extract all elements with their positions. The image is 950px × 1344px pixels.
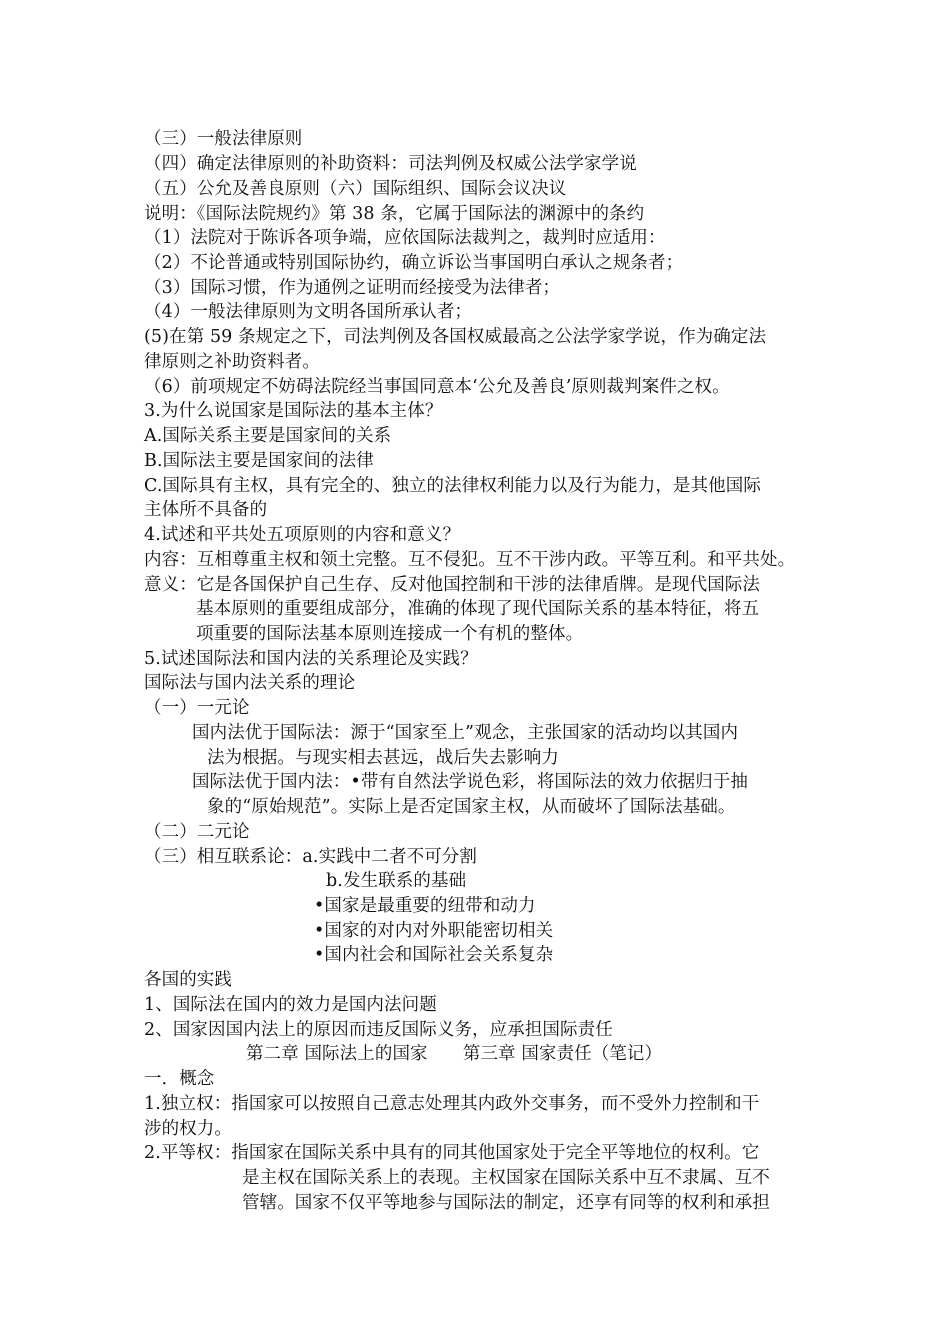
text-line: 国际法优于国内法：•带有自然法学说色彩，将国际法的效力依据归于抽	[192, 772, 749, 792]
text-line: 管辖。国家不仅平等地参与国际法的制定，还享有同等的权利和承担	[242, 1193, 770, 1213]
text-line: 各国的实践	[144, 970, 232, 990]
text-line: （1）法院对于陈诉各项争端，应依国际法裁判之，裁判时应适用：	[144, 228, 666, 248]
text-line: A.国际关系主要是国家间的关系	[144, 426, 392, 446]
text-line: （三）相互联系论：a.实践中二者不可分割	[144, 847, 477, 867]
text-line: 1、国际法在国内的效力是国内法问题	[144, 995, 437, 1015]
text-line: 律原则之补助资料者。	[144, 352, 320, 372]
text-line: (5)在第 59 条规定之下，司法判例及各国权威最高之公法学家学说，作为确定法	[144, 327, 767, 347]
text-line: 项重要的国际法基本原则连接成一个有机的整体。	[196, 624, 584, 644]
text-line: C.国际具有主权，具有完全的、独立的法律权利能力以及行为能力，是其他国际	[144, 476, 761, 496]
text-line: 是主权在国际关系上的表现。主权国家在国际关系中互不隶属、互不	[242, 1168, 770, 1188]
text-line: 象的“原始规范”。实际上是否定国家主权，从而破坏了国际法基础。	[207, 797, 736, 817]
text-line: （2）不论普通或特别国际协约，确立诉讼当事国明白承认之规条者；	[144, 253, 684, 273]
text-line: •国家的对内对外职能密切相关	[314, 921, 554, 941]
text-line: •国内社会和国际社会关系复杂	[314, 945, 554, 965]
text-line: 第二章 国际法上的国家 第三章 国家责任（笔记）	[246, 1044, 663, 1064]
text-line: （三）一般法律原则	[144, 129, 303, 149]
text-line: 2.平等权：指国家在国际关系中具有的同其他国家处于完全平等地位的权利。它	[144, 1143, 760, 1163]
text-line: （6）前项规定不妨碍法院经当事国同意本‘公允及善良’原则裁判案件之权。	[144, 377, 730, 397]
text-line: （4）一般法律原则为文明各国所承认者；	[144, 302, 473, 322]
text-line: 4.试述和平共处五项原则的内容和意义？	[144, 525, 461, 545]
text-line: B.国际法主要是国家间的法律	[144, 451, 374, 471]
text-line: 国内法优于国际法：源于“国家至上”观念，主张国家的活动均以其国内	[192, 723, 739, 743]
text-line: （二）二元论	[144, 822, 250, 842]
text-line: 一．概念	[144, 1069, 215, 1089]
text-line: 3.为什么说国家是国际法的基本主体？	[144, 401, 443, 421]
text-line: 5.试述国际法和国内法的关系理论及实践？	[144, 649, 478, 669]
text-line: （3）国际习惯，作为通例之证明而经接受为法律者；	[144, 278, 561, 298]
text-line: 国际法与国内法关系的理论	[144, 673, 356, 693]
text-line: 内容：互相尊重主权和领土完整。互不侵犯。互不干涉内政。平等互利。和平共处。	[144, 550, 796, 570]
text-line: （四）确定法律原则的补助资料：司法判例及权威公法学家学说	[144, 154, 637, 174]
text-line: b.发生联系的基础	[326, 871, 467, 891]
text-line: （五）公允及善良原则（六）国际组织、国际会议决议	[144, 179, 567, 199]
text-line: 法为根据。与现实相去甚远，战后失去影响力	[207, 748, 559, 768]
text-line: （一）一元论	[144, 698, 250, 718]
text-line: 基本原则的重要组成部分，准确的体现了现代国际关系的基本特征，将五	[196, 599, 760, 619]
text-line: 主体所不具备的	[144, 500, 268, 520]
text-line: 意义：它是各国保护自己生存、反对他国控制和干涉的法律盾牌。是现代国际法	[144, 575, 760, 595]
text-line: 涉的权力。	[144, 1119, 232, 1139]
text-line: 2、国家因国内法上的原因而违反国际义务，应承担国际责任	[144, 1020, 613, 1040]
text-line: •国家是最重要的纽带和动力	[314, 896, 536, 916]
text-line: 1.独立权：指国家可以按照自己意志处理其内政外交事务，而不受外力控制和干	[144, 1094, 760, 1114]
text-line: 说明：《国际法院规约》第 38 条，它属于国际法的渊源中的条约	[144, 204, 645, 224]
